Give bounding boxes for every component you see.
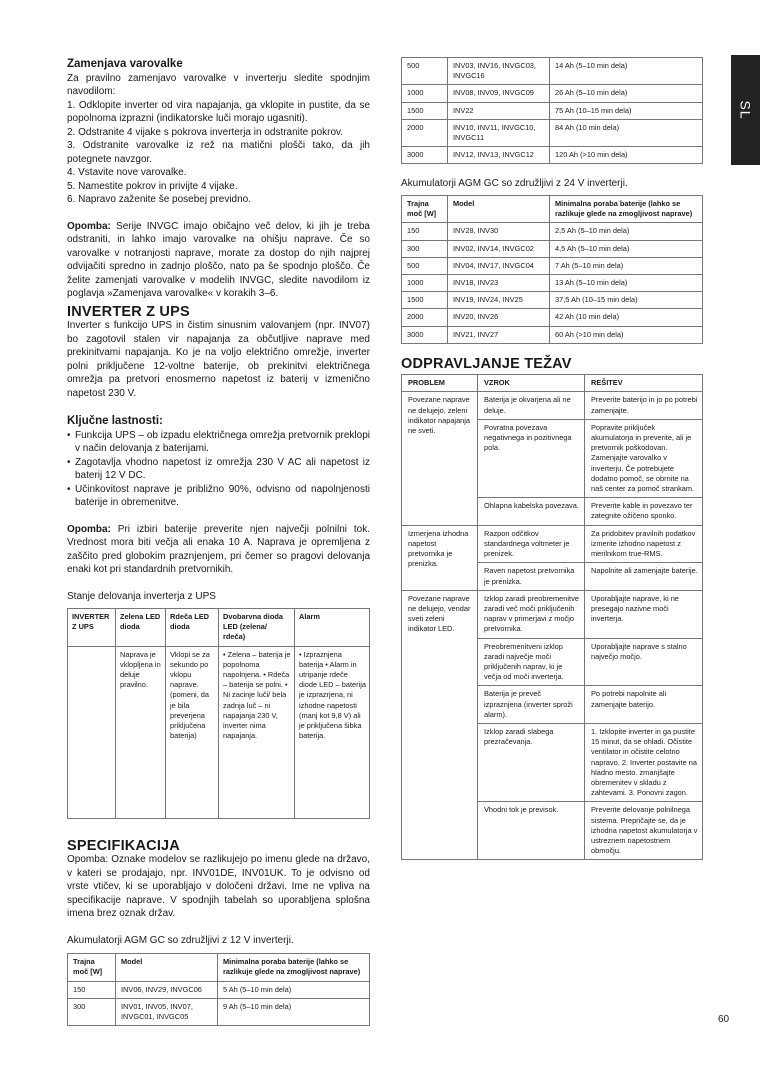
table-cell: INV21, INV27 xyxy=(448,326,550,343)
cause-cell: Preobremenitveni izklop zaradi največje moči priključenih naprav, ki je večja od moči inverterja. xyxy=(478,638,585,686)
feature-item: • Učinkovitost naprave je približno 90%, odvisno od napolnjenosti baterije in obremenitve. xyxy=(67,483,370,510)
table-cell: 2000 xyxy=(402,119,448,146)
table-cell: 1500 xyxy=(402,102,448,119)
table-cell: Vklopi se za sekundo po vklopu naprave. (pomeni, da je bila preverjena priključena baterija) xyxy=(166,646,219,818)
gc24-caption: Akumulatorji AGM GC so združljivi z 24 V inverterji. xyxy=(401,178,628,190)
gc12-table xyxy=(67,953,370,1026)
table-header: Alarm xyxy=(295,609,370,647)
table-cell: 42 Ah (10 min dela) xyxy=(550,309,703,326)
table-cell: INV20, INV26 xyxy=(448,309,550,326)
cause-cell: Raven napetost pretvornika je prenizka. xyxy=(478,563,585,590)
gc24-table xyxy=(401,195,703,344)
specs-title: SPECIFIKACIJA xyxy=(67,837,180,854)
cause-cell: Baterija je preveč izpraznjena (inverter sproži alarm). xyxy=(478,686,585,724)
note-text: Serije INVGC imajo običajno več delov, ki jih je treba odstraniti, in lahko imajo varovalke na ohišju naprave. Če so varovalke v notranjosti naprave, morate za dostop do njih najprej odvijačiti spredno in zadnjo ploščo, nato pa še spodnjo ploščo. Če želite zamenjati varovalke v modelih INVGC, sledite navodilom iz poglavja »Zamenjava varovalke« v korakih 3–6. xyxy=(67,220,370,299)
ups-note xyxy=(67,523,370,577)
feature-item: • Funkcija UPS – ob izpadu električnega omrežja pretvornik preklopi v način delovanja z baterijami. xyxy=(67,429,370,456)
table-cell: INV19, INV24, INV25 xyxy=(448,292,550,309)
note-label: Opomba: xyxy=(67,220,111,232)
table-header: Model xyxy=(116,954,218,981)
problem-cell: Povezane naprave ne delujejo, vendar sveti zeleni indikator LED. xyxy=(402,590,478,860)
solution-cell: Preverite delovanje polnilnega sistema. Prepričajte se, da je izhodna napetost akumulatorja v ustreznem napetostnem območju. xyxy=(585,802,703,860)
cause-cell: Baterija je okvarjena ali ne deluje. xyxy=(478,392,585,419)
note-label: Opomba: xyxy=(67,523,111,535)
ups-title: INVERTER Z UPS xyxy=(67,303,190,320)
table-cell: 84 Ah (10 min dela) xyxy=(550,119,703,146)
table-cell: 500 xyxy=(402,257,448,274)
right-column xyxy=(401,57,703,860)
fuse-note xyxy=(67,220,370,301)
troubleshooting-title: ODPRAVLJANJE TEŽAV xyxy=(401,355,572,372)
fuse-step: 1. Odklopite inverter od vira napajanja, ga vklopite in pustite, da se popolnoma izprazni (indikatorske luči morajo ugasniti). xyxy=(67,99,370,124)
table-cell: INV18, INV23 xyxy=(448,274,550,291)
fuse-step: 4. Vstavite nove varovalke. xyxy=(67,167,187,178)
table-header: Minimalna poraba baterije (lahko se razlikuje glede na zmogljivost naprave) xyxy=(218,954,370,981)
cause-cell: Razpon odčitkov standardnega voltmeter je prenizek. xyxy=(478,525,585,563)
features-title: Ključne lastnosti: xyxy=(67,415,163,427)
table-cell: 26 Ah (5–10 min dela) xyxy=(550,85,703,102)
solution-cell: Popravite priključek akumulatorja in preverite, ali je pretvornik poškodovan. Zamenjajte varovalko v inverterju. Če potrebujete dodatno pomoč, se obrnite na naš center za pomoč strankam. xyxy=(585,419,703,497)
fuse-step: 5. Namestite pokrov in privijte 4 vijake. xyxy=(67,180,238,192)
fuse-title: Zamenjava varovalke xyxy=(67,58,183,70)
table-cell: 2000 xyxy=(402,309,448,326)
table-cell: 7 Ah (5–10 min dela) xyxy=(550,257,703,274)
table-cell: 4,5 Ah (5–10 min dela) xyxy=(550,240,703,257)
table-cell: 9 Ah (5–10 min dela) xyxy=(218,998,370,1025)
table-cell: INV04, INV17, INVGC04 xyxy=(448,257,550,274)
note-text: Pri izbiri baterije preverite njen največji polnilni tok. Vrednost mora biti večja ali enaka 10 A. Naprava je opremljena z zaščito pred globokim praznjenjem, pri čemer so pragovi delovanja enaki kot pri standardnih pretvornikih. xyxy=(67,523,370,575)
table-cell: 13 Ah (5–10 min dela) xyxy=(550,274,703,291)
table-cell: INV01, INV05, INV07, INVGC01, INVGC05 xyxy=(116,998,218,1025)
cause-cell: Ohlapna kabelska povezava. xyxy=(478,498,585,525)
table-cell: 5 Ah (5–10 min dela) xyxy=(218,981,370,998)
ups-table-caption: Stanje delovanja inverterja z UPS xyxy=(67,590,216,602)
table-header: REŠITEV xyxy=(585,375,703,392)
gc12-table-continued xyxy=(401,57,703,164)
table-header: Zelena LED dioda xyxy=(116,609,166,647)
table-cell: 300 xyxy=(68,998,116,1025)
gc12-caption: Akumulatorji AGM GC so združljivi z 12 V inverterji. xyxy=(67,934,294,946)
language-code: SL xyxy=(737,100,754,120)
table-cell: 3000 xyxy=(402,147,448,164)
table-header: PROBLEM xyxy=(402,375,478,392)
table-cell: 3000 xyxy=(402,326,448,343)
table-header: Trajna moč [W] xyxy=(68,954,116,981)
fuse-step: 6. Napravo zaženite še posebej previdno. xyxy=(67,194,252,205)
solution-cell: 1. Izklopite inverter in ga pustite 15 minut, da se ohladi. Očistite ventilator in očistite celotno napravo. 2. Inverter postavite na hladno mesto. zmanjšajte obremenitev v skladu z zahtevami. 3. Ponovni zagon. xyxy=(585,723,703,801)
left-column xyxy=(67,58,370,1026)
features-list xyxy=(67,429,370,510)
table-cell: 14 Ah (5–10 min dela) xyxy=(550,58,703,85)
table-cell xyxy=(68,646,116,818)
table-cell: 150 xyxy=(402,223,448,240)
table-cell: INV06, INV29, INVGC06 xyxy=(116,981,218,998)
table-cell: Naprava je vklopljena in deluje pravilno. xyxy=(116,646,166,818)
table-cell: INV28, INV30 xyxy=(448,223,550,240)
table-cell: 60 Ah (>10 min dela) xyxy=(550,326,703,343)
table-cell: INV10, INV11, INVGC10, INVGC11 xyxy=(448,119,550,146)
table-header: INVERTER Z UPS xyxy=(68,609,116,647)
ups-status-table xyxy=(67,608,370,819)
cause-cell: Izklop zaradi slabega prezračevanja. xyxy=(478,723,585,801)
fuse-step: 3. Odstranite varovalke iz rež na matični plošči tako, da jih potegnete navzgor. xyxy=(67,140,370,165)
table-cell: • Zelena – baterija je popolnoma napolnjena. • Rdeča – baterija se polni. • Ni zacinje luči/ bela zadnja luč – ni napajanja 230 V, inverter nima napajanja. xyxy=(219,646,295,818)
table-cell: INV02, INV14, INVGC02 xyxy=(448,240,550,257)
solution-cell: Uporabljajte naprave s stalno največjo močjo. xyxy=(585,638,703,686)
table-cell: 75 Ah (10–15 min dela) xyxy=(550,102,703,119)
ups-intro: Inverter s funkcijo UPS in čistim sinusnim valovanjem (npr. INV07) bo zagotovil stalen vir napajanja za občutljive naprave med prekinitvami napajanja. Ko je na voljo električno omrežje, inverter polni priključene 12-voltne baterije, ob prekinitvi električnega omrežja pa pretvori enosmerno napetost iz baterij v izmenično napetost 230 V. xyxy=(67,320,370,399)
table-cell: INV22 xyxy=(448,102,550,119)
cause-cell: Izklop zaradi preobremenitve zaradi več moči priključenih naprav v primerjavi z močjo pretvornika. xyxy=(478,590,585,638)
fuse-steps xyxy=(67,99,370,207)
troubleshooting-table xyxy=(401,374,703,860)
specs-intro: Opomba: Oznake modelov se razlikujejo po imenu glede na državo, v kateri se prodajajo, npr. INV01DE, INV01UK. To je odvisno od vrste vtičev, ki se uporabljajo v določeni državi. Ime ne vpliva na specifikacije naprave. V spodnjih tabelah so uporabljena splošna imena brez oznak držav. xyxy=(67,854,370,920)
problem-cell: Povezane naprave ne delujejo, zeleni indikator napajanja ne sveti. xyxy=(402,392,478,525)
table-header: Trajna moč [W] xyxy=(402,195,448,222)
table-header: Model xyxy=(448,195,550,222)
table-cell: 1500 xyxy=(402,292,448,309)
solution-cell: Preverite baterijo in jo po potrebi zamenjajte. xyxy=(585,392,703,419)
solution-cell: Za pridobitev pravilnih podatkov izmerite izhodno napetost z merilnikom true-RMS. xyxy=(585,525,703,563)
problem-cell: Izmerjena izhodna napetost pretvornika je prenizka. xyxy=(402,525,478,590)
table-cell: 37,5 Ah (10–15 min dela) xyxy=(550,292,703,309)
table-cell: 2,5 Ah (5–10 min dela) xyxy=(550,223,703,240)
table-cell: 500 xyxy=(402,58,448,85)
solution-cell: Napolnite ali zamenjajte baterije. xyxy=(585,563,703,590)
table-header: Dvobarvna dioda LED (zelena/ rdeča) xyxy=(219,609,295,647)
feature-item: • Zagotavlja vhodno napetost iz omrežja 230 V AC ali napetost iz baterij 12 V DC. xyxy=(67,456,370,483)
table-header: Rdeča LED dioda xyxy=(166,609,219,647)
table-cell: 150 xyxy=(68,981,116,998)
table-cell: INV12, INV13, INVGC12 xyxy=(448,147,550,164)
fuse-intro: Za pravilno zamenjavo varovalke v inverterju sledite spodnjim navodilom: xyxy=(67,72,370,97)
table-cell: INV08, INV09, INVGC09 xyxy=(448,85,550,102)
table-cell: INV03, INV16, INVGC03, INVGC16 xyxy=(448,58,550,85)
page-number: 60 xyxy=(718,1014,730,1025)
fuse-step: 2. Odstranite 4 vijake s pokrova inverterja in odstranite pokrov. xyxy=(67,126,344,138)
table-cell: 300 xyxy=(402,240,448,257)
table-cell: 1000 xyxy=(402,274,448,291)
table-header: VZROK xyxy=(478,375,585,392)
solution-cell: Preverite kable in povezavo ter zategnite ožičeno sponko. xyxy=(585,498,703,525)
table-cell: 1000 xyxy=(402,85,448,102)
table-cell: • Izpraznjena baterija • Alarm in utripanje rdeče diode LED – baterija je izprazrjena, ni izhodne napetosti (manj kot 9,8 V) ali je priključena šibka baterija. xyxy=(295,646,370,818)
language-tab xyxy=(731,55,760,165)
solution-cell: Po potrebi napolnite ali zamenjajte baterijo. xyxy=(585,686,703,724)
cause-cell: Povratna povezava negativnega in pozitivnega pola. xyxy=(478,419,585,497)
cause-cell: Vhodni tok je previsok. xyxy=(478,802,585,860)
table-header: Minimalna poraba baterije (lahko se razlikuje glede na zmogljivost naprave) xyxy=(550,195,703,222)
table-cell: 120 Ah (>10 min dela) xyxy=(550,147,703,164)
solution-cell: Uporabljajte naprave, ki ne presegajo nazivne moči inverterja. xyxy=(585,590,703,638)
